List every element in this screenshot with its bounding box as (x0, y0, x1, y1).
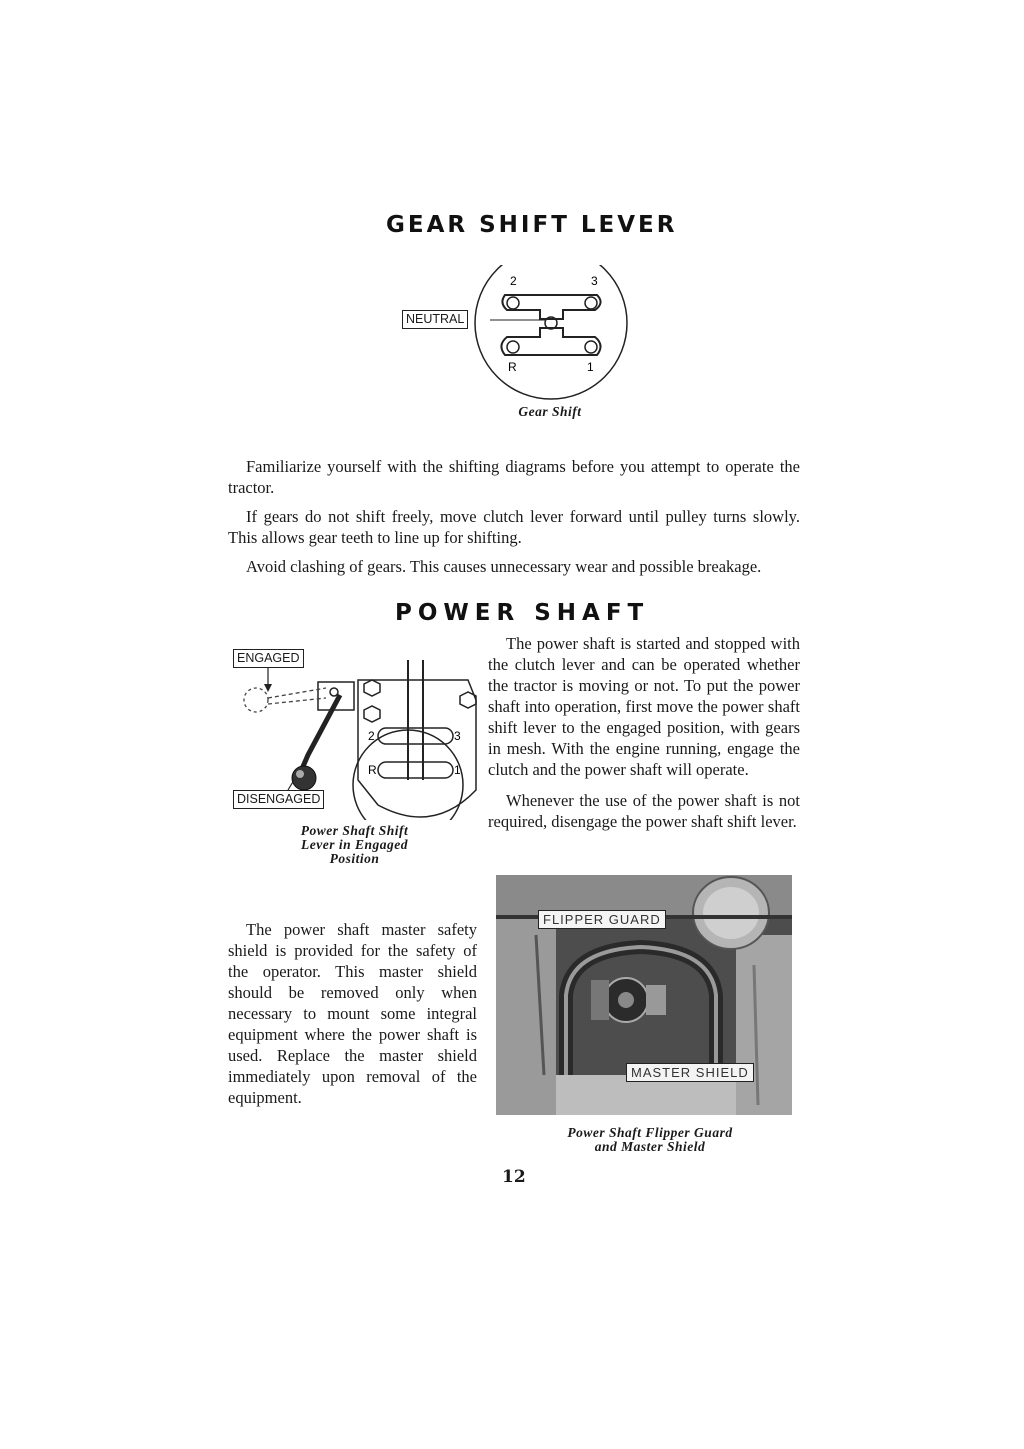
engaged-label: ENGAGED (233, 649, 304, 668)
lever-caption-line-2: Lever in Engaged (301, 837, 408, 852)
ps-gear-2-label: 2 (368, 729, 375, 743)
photo-caption-line-1: Power Shaft Flipper Guard (567, 1125, 733, 1140)
lever-caption-line-3: Position (329, 851, 380, 866)
page-number: 12 (502, 1167, 526, 1187)
gear-2-label: 2 (510, 274, 517, 288)
gear-shift-paragraph-2: If gears do not shift freely, move clutch lever forward until pulley turns slowly. This allows gear teeth to line up for shifting. (228, 507, 800, 547)
master-shield-label: MASTER SHIELD (626, 1063, 754, 1082)
gear-shift-heading: GEAR SHIFT LEVER (386, 212, 678, 238)
neutral-label: NEUTRAL (402, 310, 468, 329)
ps-gear-3-label: 3 (454, 729, 461, 743)
master-shield-paragraph: The power shaft master safety shield is provided for the safety of the operator. This master shield should be removed only when necessary to mount some integral equipment where the power shaft is used. Replace the master shield immediately upon removal of the equipment. (228, 920, 477, 1107)
gear-shift-diagram (395, 265, 635, 400)
power-shaft-lever-caption (262, 824, 447, 866)
gear-r-label: R (508, 360, 517, 374)
flipper-guard-label: FLIPPER GUARD (538, 910, 666, 929)
photo-caption (530, 1126, 770, 1154)
power-shaft-paragraph-1: The power shaft is started and stopped with the clutch lever and can be operated whether the tractor is moving or not. To put the power shaft into operation, first move the power shaft shift lever to the engaged position, with gears in mesh. With the engine running, engage the clutch and the power shaft will operate. (488, 634, 800, 779)
power-shaft-lever-diagram (228, 640, 478, 820)
gear-shift-text (228, 456, 800, 577)
gear-1-label: 1 (587, 360, 594, 374)
disengaged-label: DISENGAGED (233, 790, 324, 809)
lever-caption-line-1: Power Shaft Shift (300, 823, 409, 838)
gear-shift-paragraph-1: Familiarize yourself with the shifting diagrams before you attempt to operate the tractor. (228, 457, 800, 497)
gear-shift-pattern-graphic (395, 265, 635, 400)
power-shaft-heading: POWER SHAFT (395, 600, 650, 626)
ps-gear-1-label: 1 (454, 763, 461, 777)
gear-shift-paragraph-3: Avoid clashing of gears. This causes unnecessary wear and possible breakage. (246, 557, 762, 576)
flipper-guard-photo (496, 875, 792, 1115)
gear-shift-caption: Gear Shift (518, 404, 582, 419)
gear-3-label: 3 (591, 274, 598, 288)
power-shaft-paragraph-2: Whenever the use of the power shaft is not required, disengage the power shaft shift lever. (488, 791, 800, 831)
power-shaft-text-right (488, 633, 800, 832)
master-shield-text (228, 919, 477, 1108)
photo-caption-line-2: and Master Shield (594, 1139, 706, 1154)
ps-gear-r-label: R (368, 763, 377, 777)
